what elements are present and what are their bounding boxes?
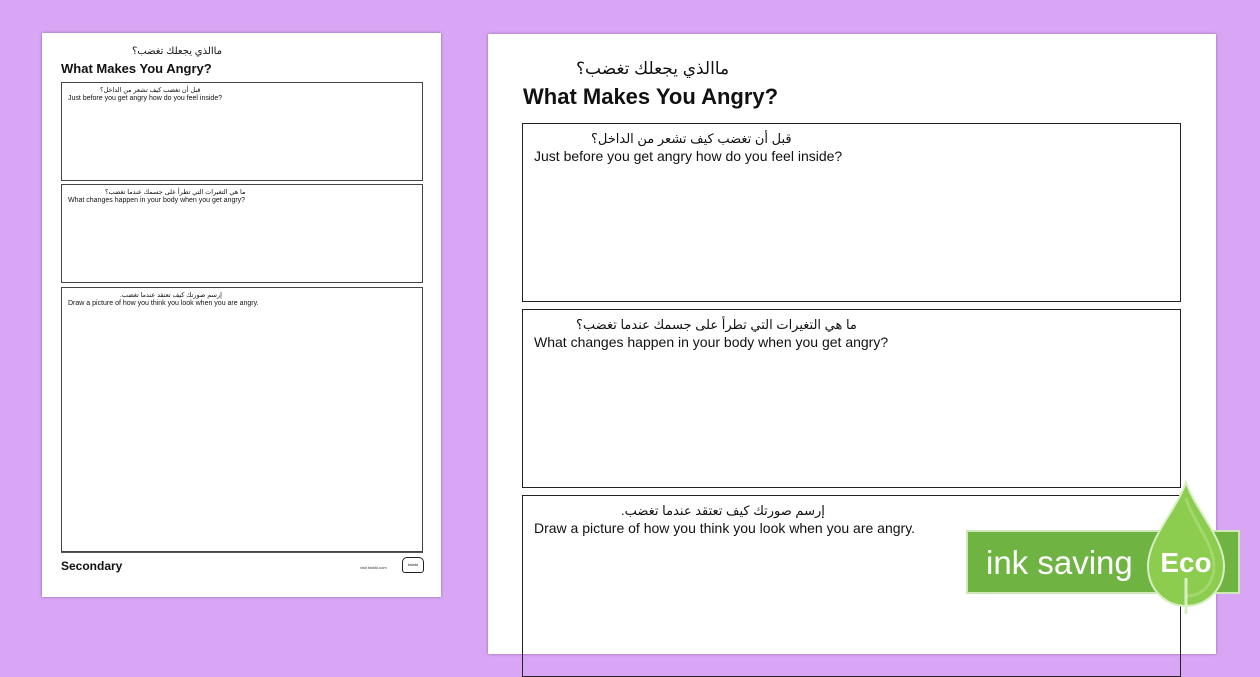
question-arabic: ما هي التغيرات التي تطرأ على جسمك عندما تغضب؟ — [105, 189, 246, 196]
question-arabic: ما هي التغيرات التي تطرأ على جسمك عندما تغضب؟ — [576, 317, 857, 332]
eco-leaf-icon — [1144, 478, 1228, 614]
answer-box-feelings — [61, 82, 423, 181]
question-arabic: إرسم صورتك كيف تعتقد عندما تغضب. — [621, 503, 825, 518]
question-arabic: قبل أن تغضب كيف تشعر من الداخل؟ — [100, 87, 201, 94]
answer-box-drawing — [61, 287, 423, 552]
worksheet-title: What Makes You Angry? — [523, 84, 779, 109]
question-arabic: إرسم صورتك كيف تعتقد عندما تغضب. — [120, 292, 222, 299]
eco-label: Eco — [1160, 547, 1212, 578]
worksheet-preview-small — [42, 33, 441, 597]
question-arabic: قبل أن تغضب كيف تشعر من الداخل؟ — [591, 131, 792, 146]
question-text: Just before you get angry how do you feel inside? — [68, 95, 223, 102]
question-text: Just before you get angry how do you feel inside? — [534, 148, 843, 164]
footer-divider — [61, 552, 423, 553]
worksheet-title-arabic: ماالذي يجعلك تغضب؟ — [576, 59, 730, 78]
ink-saving-label: ink saving — [986, 544, 1133, 581]
answer-box-feelings — [522, 123, 1181, 302]
worksheet-title: What Makes You Angry? — [61, 61, 212, 76]
question-text: Draw a picture of how you think you look when you are angry. — [534, 520, 916, 536]
footer-level-label: Secondary — [61, 559, 123, 573]
question-text: What changes happen in your body when you get angry? — [534, 334, 889, 350]
footer-url: visit twinkl.com — [360, 565, 387, 570]
worksheet-title-arabic: ماالذي يجعلك تغضب؟ — [132, 46, 223, 57]
question-text: Draw a picture of how you think you look when you are angry. — [68, 300, 259, 307]
answer-box-body-changes — [61, 184, 423, 283]
twinkl-logo: twinkl — [402, 557, 424, 573]
answer-box-body-changes — [522, 309, 1181, 488]
question-text: What changes happen in your body when you get angry? — [68, 197, 246, 204]
